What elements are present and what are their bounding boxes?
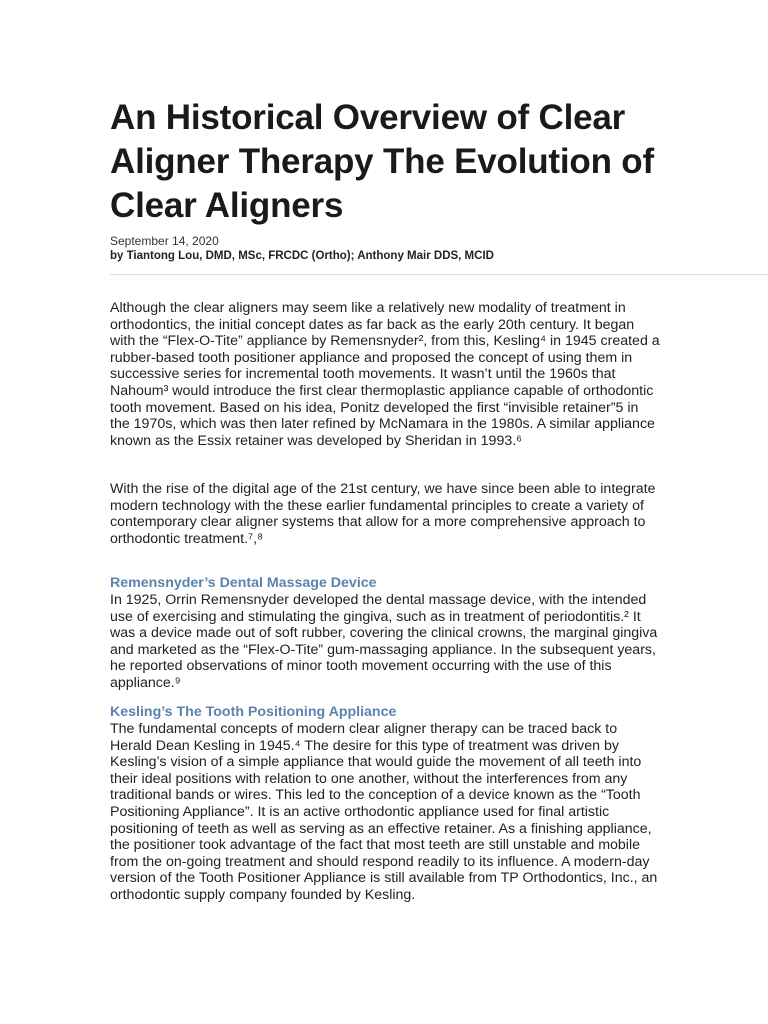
publish-date: September 14, 2020 [110,234,219,248]
intro-paragraph-2: With the rise of the digital age of the 21st century, we have since been able to integrate modern technology with the these earlier fundamental principles to create a variety of contemporary clear aligner systems that allow for a more comprehensive approach to orthodontic treatment.⁷,⁸ [110,481,656,547]
author-byline: by Tiantong Lou, DMD, MSc, FRCDC (Ortho); Anthony Mair DDS, MCID [110,250,494,262]
page-title: An Historical Overview of Clear Aligner Therapy The Evolution of Clear Aligners [110,98,654,225]
section-heading-kesling: Kesling’s The Tooth Positioning Appliance [110,704,397,720]
intro-paragraph: Although the clear aligners may seem like a relatively new modality of treatment in orthodontics, the initial concept dates as far back as the early 20th century. It began with the “Flex-O-Tite” appliance by Remensnyder², from this, Kesling⁴ in 1945 created a rubber-based tooth positioner appliance and proposed the concept of using them in successive series for incremental tooth movements. It wasn’t until the 1960s that Nahoum³ would introduce the first clear thermoplastic appliance capable of orthodontic tooth movement. Based on his idea, Ponitz developed the first “invisible retainer”5 in the 1970s, which was then later refined by McNamara in the 1980s. A similar appliance known as the Essix retainer was developed by Sheridan in 1993.⁶ [110,300,660,449]
divider [110,274,768,275]
section-text-kesling: The fundamental concepts of modern clear aligner therapy can be traced back to Herald Dean Kesling in 1945.⁴ The desire for this type of treatment was driven by Kesling’s vision of a simple appliance that would guide the movement of all teeth into their ideal positions with relation to one another, without the interferences from any traditional bands or wires. This led to the conception of a device known as the “Tooth Positioning Appliance”. It is an active orthodontic appliance used for final artistic positioning of teeth as well as serving as an effective retainer. As a finishing appliance, the positioner took advantage of the fact that most teeth are still unstable and mobile from the on-going treatment and should respond readily to its influence. A modern-day version of the Tooth Positioner Appliance is still available from TP Orthodontics, Inc., an orthodontic supply company founded by Kesling. [110,721,658,903]
section-text-remensnyder: In 1925, Orrin Remensnyder developed the dental massage device, with the intended use of exercising and stimulating the gingiva, such as in treatment of periodontitis.² It was a device made out of soft rubber, covering the clinical crowns, the marginal gingiva and marketed as the “Flex-O-Tite” gum-massaging appliance. In the subsequent years, he reported observations of minor tooth movement occurring with the use of this appliance.⁹ [110,592,658,691]
section-heading-remensnyder: Remensnyder’s Dental Massage Device [110,575,377,591]
